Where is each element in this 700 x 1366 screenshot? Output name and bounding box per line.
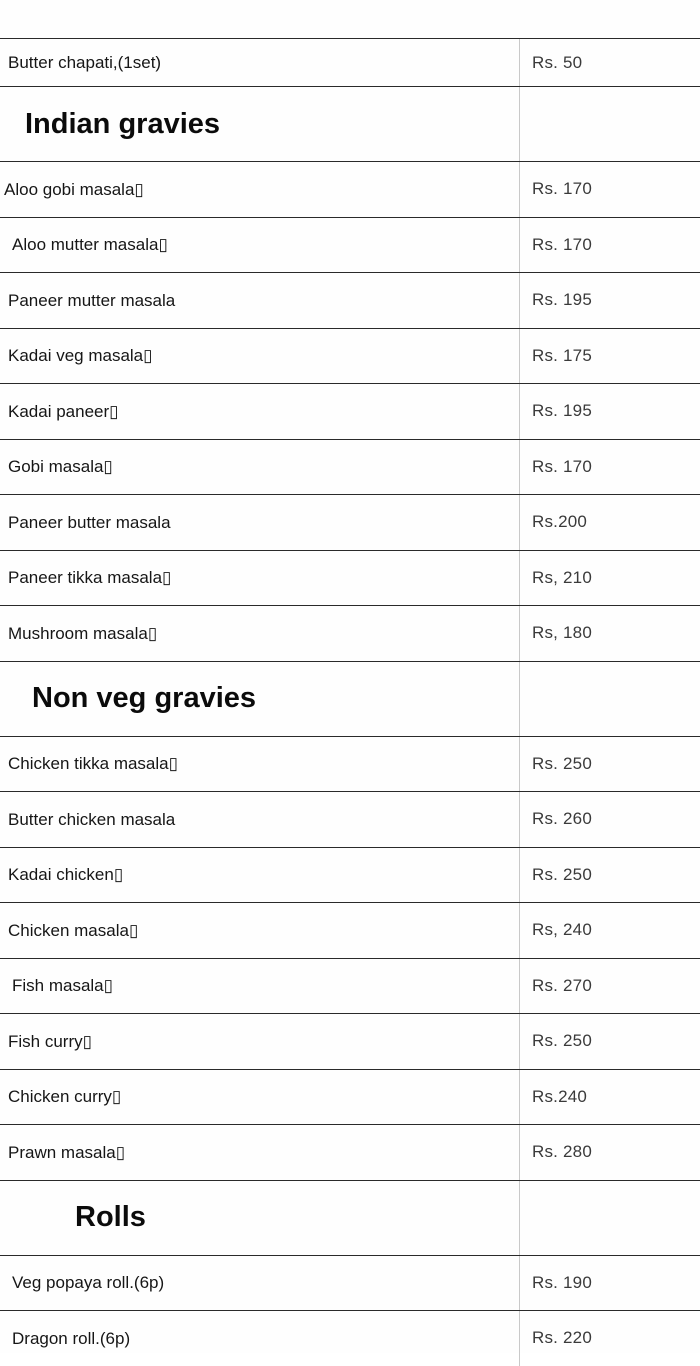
item-name: Chicken curry▯	[0, 1070, 520, 1125]
item-name: Butter chicken masala	[0, 792, 520, 847]
item-price: Rs.200	[532, 512, 588, 532]
menu-row	[0, 736, 700, 792]
item-name: Aloo mutter masala▯	[0, 218, 520, 273]
menu-row	[0, 1310, 700, 1366]
item-price: Rs. 250	[532, 753, 592, 773]
item-price: Rs. 50	[532, 52, 583, 72]
item-name: Dragon roll.(6p)	[0, 1311, 520, 1366]
menu-row	[0, 38, 700, 86]
item-price: Rs. 195	[532, 401, 592, 421]
item-price: Rs. 170	[532, 234, 592, 254]
item-name: Prawn masala▯	[0, 1125, 520, 1180]
menu-row	[0, 494, 700, 550]
item-name: Paneer mutter masala	[0, 273, 520, 328]
item-name: Fish curry▯	[0, 1014, 520, 1069]
item-price: Rs. 270	[532, 975, 592, 995]
section-heading: Indian gravies	[0, 87, 520, 161]
empty-price-cell	[520, 1181, 700, 1255]
item-name: Kadai paneer▯	[0, 384, 520, 439]
menu-row	[0, 161, 700, 217]
section-row	[0, 661, 700, 736]
menu-row	[0, 1069, 700, 1125]
menu-row	[0, 217, 700, 273]
section-heading: Non veg gravies	[0, 662, 520, 736]
menu-row	[0, 550, 700, 606]
section-heading: Rolls	[0, 1181, 520, 1255]
menu-row	[0, 383, 700, 439]
empty-price-cell	[520, 87, 700, 161]
menu-row	[0, 328, 700, 384]
menu-table	[0, 38, 700, 1366]
item-name: Fish masala▯	[0, 959, 520, 1014]
menu-row	[0, 791, 700, 847]
menu-row	[0, 1124, 700, 1180]
item-name: Kadai veg masala▯	[0, 329, 520, 384]
item-name: Chicken tikka masala▯	[0, 737, 520, 792]
item-name: Paneer tikka masala▯	[0, 551, 520, 606]
item-price: Rs, 240	[532, 920, 592, 940]
item-price: Rs. 170	[532, 456, 592, 476]
item-price: Rs, 210	[532, 567, 592, 587]
item-price: Rs. 175	[532, 345, 592, 365]
menu-row	[0, 1013, 700, 1069]
item-price: Rs. 170	[532, 179, 592, 199]
item-name: Butter chapati,(1set)	[0, 39, 520, 86]
section-row	[0, 1180, 700, 1255]
item-price: Rs, 180	[532, 623, 592, 643]
menu-row	[0, 272, 700, 328]
menu-row	[0, 958, 700, 1014]
item-price: Rs. 280	[532, 1142, 592, 1162]
item-name: Aloo gobi masala▯	[0, 162, 520, 217]
menu-row	[0, 439, 700, 495]
item-price: Rs. 190	[532, 1272, 592, 1292]
menu-row	[0, 902, 700, 958]
menu-row	[0, 605, 700, 661]
item-name: Mushroom masala▯	[0, 606, 520, 661]
item-price: Rs.240	[532, 1086, 588, 1106]
item-name: Gobi masala▯	[0, 440, 520, 495]
item-price: Rs. 250	[532, 864, 592, 884]
item-price: Rs. 250	[532, 1031, 592, 1051]
menu-row	[0, 847, 700, 903]
item-name: Chicken masala▯	[0, 903, 520, 958]
item-name: Kadai chicken▯	[0, 848, 520, 903]
item-name: Paneer butter masala	[0, 495, 520, 550]
menu-row	[0, 1255, 700, 1311]
item-price: Rs. 195	[532, 290, 592, 310]
item-price: Rs. 220	[532, 1328, 592, 1348]
empty-price-cell	[520, 662, 700, 736]
item-price: Rs. 260	[532, 809, 592, 829]
item-name: Veg popaya roll.(6p)	[0, 1256, 520, 1311]
section-row	[0, 86, 700, 161]
